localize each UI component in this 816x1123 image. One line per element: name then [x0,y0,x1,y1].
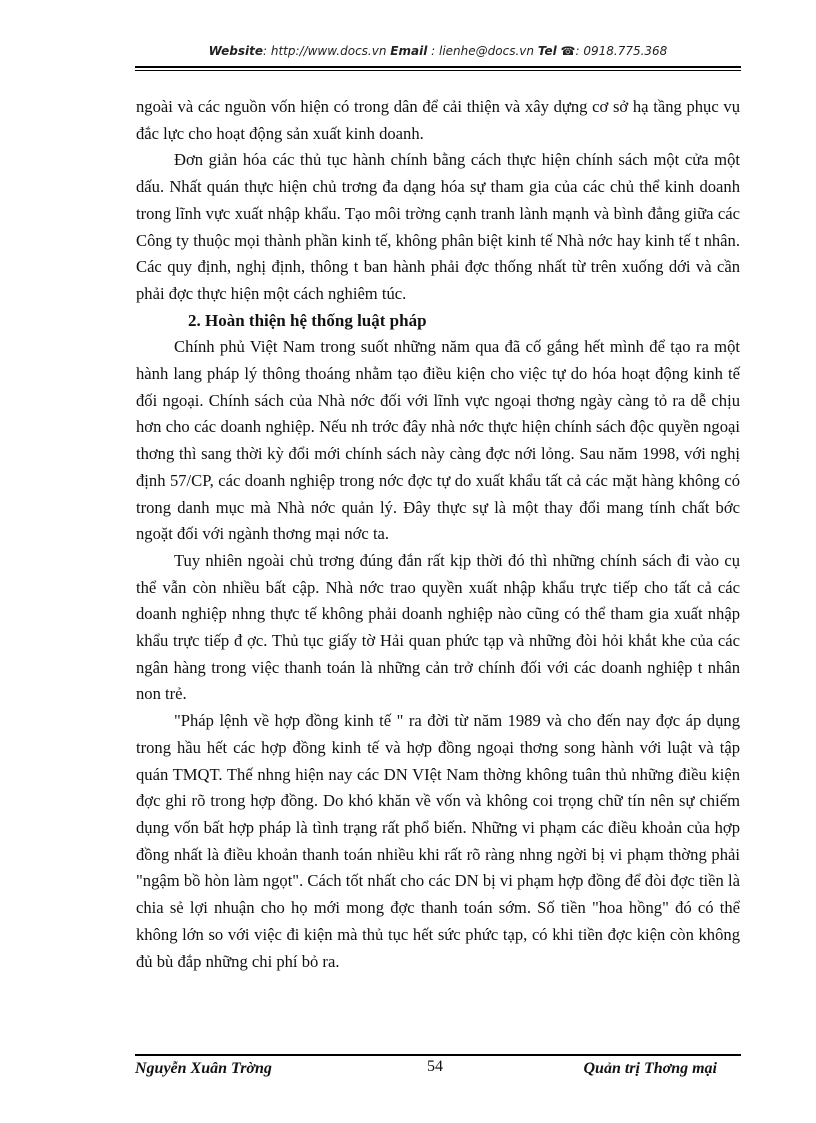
page-footer [135,1058,741,1084]
paragraph-1: ngoài và các nguồn vốn hiện có trong dân để cải thiện và xây dựng cơ sở hạ tầng phục vụ đắc lực cho hoạt động sản xuất kinh doanh. [136,97,740,143]
tel-value: : 0918.775.368 [575,44,668,58]
paragraph-5: "Pháp lệnh về hợp đồng kinh tế " ra đời từ năm 1989 và cho đến nay đợc áp dụng trong hầu hết các hợp đồng kinh tế và hợp đồng ngoại thơng song hành với luật và tập quán TMQT. Thế nhng hiện nay các DN VIệt Nam thờng không tuân thủ những điều kiện đợc ghi rõ trong hợp đồng. Do khó khăn về vốn và không coi trọng chữ tín nên sự chiếm dụng vốn bất hợp pháp là tình trạng rất phổ biến. Những vi phạm các điều khoản của hợp đồng nhất là điều khoản thanh toán nhiều khi rất rõ ràng nhng ngời bị vi phạm thờng phải "ngậm bồ hòn làm ngọt". Cách tốt nhất cho các DN bị vi phạm hợp đồng để đòi đợc tiền là chia sẻ lợi nhuận cho họ mới mong đợc thanh toán sớm. Số tiền "hoa hồng" đó có thể không lớn so với việc đi kiện mà thủ tục hết sức phức tạp, có khi tiền đợc kiện còn không đủ bù đắp những chi phí bỏ ra. [136,711,740,971]
footer-author: Nguyễn Xuân Trờng [135,1060,272,1077]
document-body [136,94,740,975]
paragraph-2: Đơn giản hóa các thủ tục hành chính bằng cách thực hiện chính sách một cửa một dấu. Nhất quán thực hiện chủ trơng đa dạng hóa sự tham gia của các chủ thể kinh doanh trong lĩnh vực xuất nhập khẩu. Tạo môi trờng cạnh tranh lành mạnh và bình đẳng giữa các Công ty thuộc mọi thành phần kinh tế, không phân biệt kinh tế Nhà nớc hay kinh tế t nhân. Các quy định, nghị định, thông t ban hành phải đợc thống nhất từ trên xuống dới và cần phải đợc thực hiện một cách nghiêm túc. [136,150,740,303]
page-number: 54 [427,1058,443,1075]
email-value: : lienhe@docs.vn [431,44,534,58]
phone-icon: ☎ [560,44,576,58]
footer-rule [135,1054,741,1056]
header-rule [135,66,741,71]
paragraph-4: Tuy nhiên ngoài chủ trơng đúng đắn rất kịp thời đó thì những chính sách đi vào cụ thể vẫn còn nhiều bất cập. Nhà nớc trao quyền xuất nhập khẩu trực tiếp cho tất cả các doanh nghiệp nhng thực tế không phải doanh nghiệp nào cũng có thể tham gia xuất nhập khẩu trực tiếp đ ợc. Thủ tục giấy tờ Hải quan phức tạp và những đòi hỏi khắt khe của các ngân hàng trong việc thanh toán là những cản trở chính đối với các doanh nghiệp t nhân non trẻ. [136,550,740,704]
email-label: Email [390,44,428,58]
tel-label: Tel [537,44,557,58]
website-value: : http://www.docs.vn [263,44,387,58]
website-label: Website [208,44,263,58]
footer-subject: Quản trị Thơng mại [583,1060,717,1077]
paragraph-3: Chính phủ Việt Nam trong suốt những năm qua đã cố gắng hết mình để tạo ra một hành lang pháp lý thông thoáng nhằm tạo điều kiện cho việc tự do hóa hoạt động kinh tế đối ngoại. Chính sách của Nhà nớc đối với lĩnh vực ngoại thơng ngày càng tỏ ra dễ chịu hơn cho các doanh nghiệp. Nếu nh trớc đây nhà nớc thực hiện chính sách độc quyền ngoại thơng thì sang thời kỳ đổi mới chính sách này càng đợc nới lỏng. Sau năm 1998, với nghị định 57/CP, các doanh nghiệp trong nớc đợc tự do xuất khẩu tất cả các mặt hàng không có trong danh mục mà Nhà nớc quản lý. Đây thực sự là một thay đổi mang tính chất bớc ngoặt đối với ngành thơng mại nớc ta. [136,337,740,544]
page-header [135,44,741,58]
section-heading: 2. Hoàn thiện hệ thống luật pháp [188,310,427,330]
